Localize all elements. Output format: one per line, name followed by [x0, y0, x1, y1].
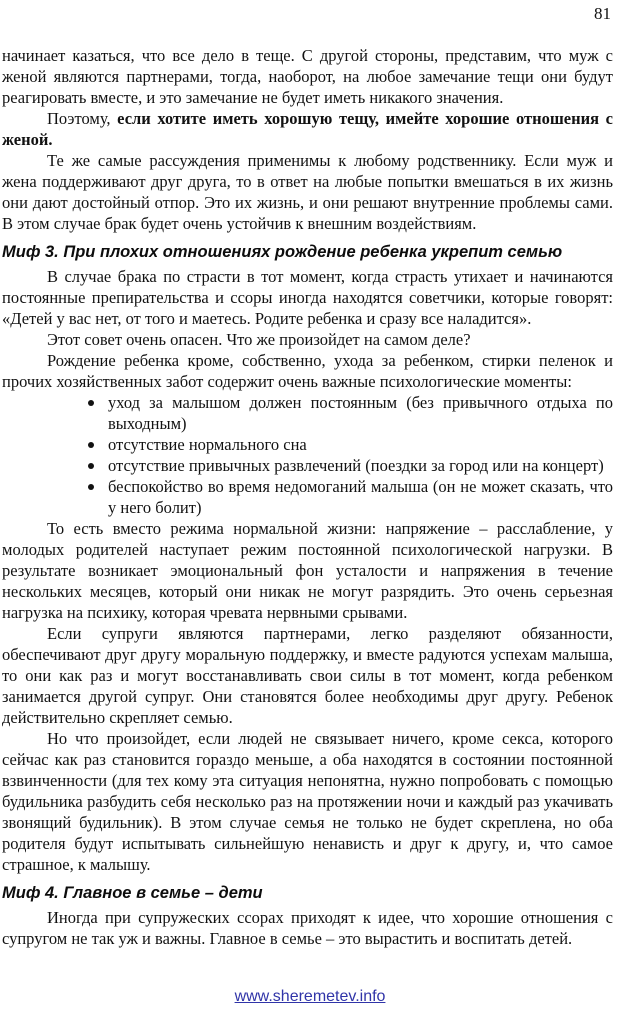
- bullet-icon: [88, 463, 94, 469]
- myth-heading: Миф 4. Главное в семье – дети: [2, 884, 263, 902]
- page-number: 81: [594, 4, 611, 23]
- paragraph: [2, 45, 613, 108]
- paragraph: [2, 266, 613, 329]
- paragraph: [2, 623, 613, 728]
- myth-heading: Миф 3. При плохих отношениях рождение ребенка укрепит семью: [2, 243, 563, 261]
- text-run: Если супруги являются партнерами, легко разделяют обязанности, обеспечивают друг другу моральную поддержку, и вместе радуются успехам малыша, то они как раз и могут восстанавливать свои силы в тот момент, когда ребенком занимается другой супруг. Они становятся более необходимы друг другу. Ребенок действительно скрепляет семью.: [2, 624, 613, 727]
- bullet-item: [86, 392, 613, 434]
- text-run: Этот совет очень опасен. Что же произойдет на самом деле?: [47, 330, 471, 349]
- paragraph: [2, 108, 613, 150]
- document-body: [2, 45, 613, 949]
- paragraph: [2, 150, 613, 234]
- text-run: Но что произойдет, если людей не связывает ничего, кроме секса, которого сейчас как раз становится гораздо меньше, а оба находятся в состоянии постоянной взвинченности (для тех кому эта ситуация непонятна, нужно попробовать с помощью будильника разбудить себя несколько раз на протяжении ночи и каждый раз укачивать звонящий будильник). В этом случае семья не только не будет скреплена, но оба родителя будут испытывать сильнейшую ненависть и друг к другу, и, что самое страшное, к малышу.: [2, 729, 613, 874]
- paragraph: [2, 728, 613, 875]
- bullet-text: беспокойство во время недомоганий малыша (он не может сказать, что у него болит): [108, 477, 613, 517]
- bullet-text: отсутствие привычных развлечений (поездки за город или на концерт): [108, 456, 604, 475]
- bullet-icon: [88, 484, 94, 490]
- footer-link[interactable]: www.sheremetev.info: [234, 988, 386, 1005]
- text-run: начинает казаться, что все дело в теще. С другой стороны, представим, что муж с женой являются партнерами, тогда, наоборот, на любое замечание тещи они будут реагировать вместе, и это замечание не будет иметь никакого значения.: [2, 46, 613, 107]
- bullet-text: уход за малышом должен постоянным (без привычного отдыха по выходным): [108, 393, 613, 433]
- paragraph: [2, 350, 613, 392]
- bullet-icon: [88, 442, 94, 448]
- bullet-item: [86, 476, 613, 518]
- text-run: Поэтому,: [47, 109, 118, 128]
- page-footer: [0, 988, 620, 1006]
- text-run: То есть вместо режима нормальной жизни: напряжение – расслабление, у молодых родителей наступает режим постоянной психологической нагрузки. В результате возникает эмоциональный фон усталости и напряжения в течение нескольких месяцев, который они никак не могут разрядить. Это очень серьезная нагрузка на психику, которая чревата нервными срывами.: [2, 519, 613, 622]
- bullet-icon: [88, 400, 94, 406]
- text-run: Рождение ребенка кроме, собственно, ухода за ребенком, стирки пеленок и прочих хозяйственных забот содержит очень важные психологические моменты:: [2, 351, 613, 391]
- paragraph: [2, 329, 613, 350]
- bold-text-run: если хотите иметь хорошую тещу, имейте хорошие отношения с женой.: [2, 109, 613, 149]
- bullet-item: [86, 434, 613, 455]
- text-run: Те же самые рассуждения применимы к любому родственнику. Если муж и жена поддерживают друг друга, то в ответ на любые попытки вмешаться в их жизнь они дают достойный отпор. Это их жизнь, и они решают внутренние проблемы сами. В этом случае брак будет очень устойчив к внешним воздействиям.: [2, 151, 613, 233]
- paragraph: [2, 907, 613, 949]
- text-run: В случае брака по страсти в тот момент, когда страсть утихает и начинаются постоянные препирательства и ссоры иногда находятся советчики, которые говорят: «Детей у вас нет, от того и маетесь. Родите ребенка и сразу все наладится».: [2, 267, 613, 328]
- bullet-item: [86, 455, 613, 476]
- paragraph: [2, 518, 613, 623]
- text-run: Иногда при супружеских ссорах приходят к идее, что хорошие отношения с супругом не так уж и важны. Главное в семье – это вырастить и воспитать детей.: [2, 908, 613, 948]
- bullet-list: [2, 392, 613, 518]
- bullet-text: отсутствие нормального сна: [108, 435, 307, 454]
